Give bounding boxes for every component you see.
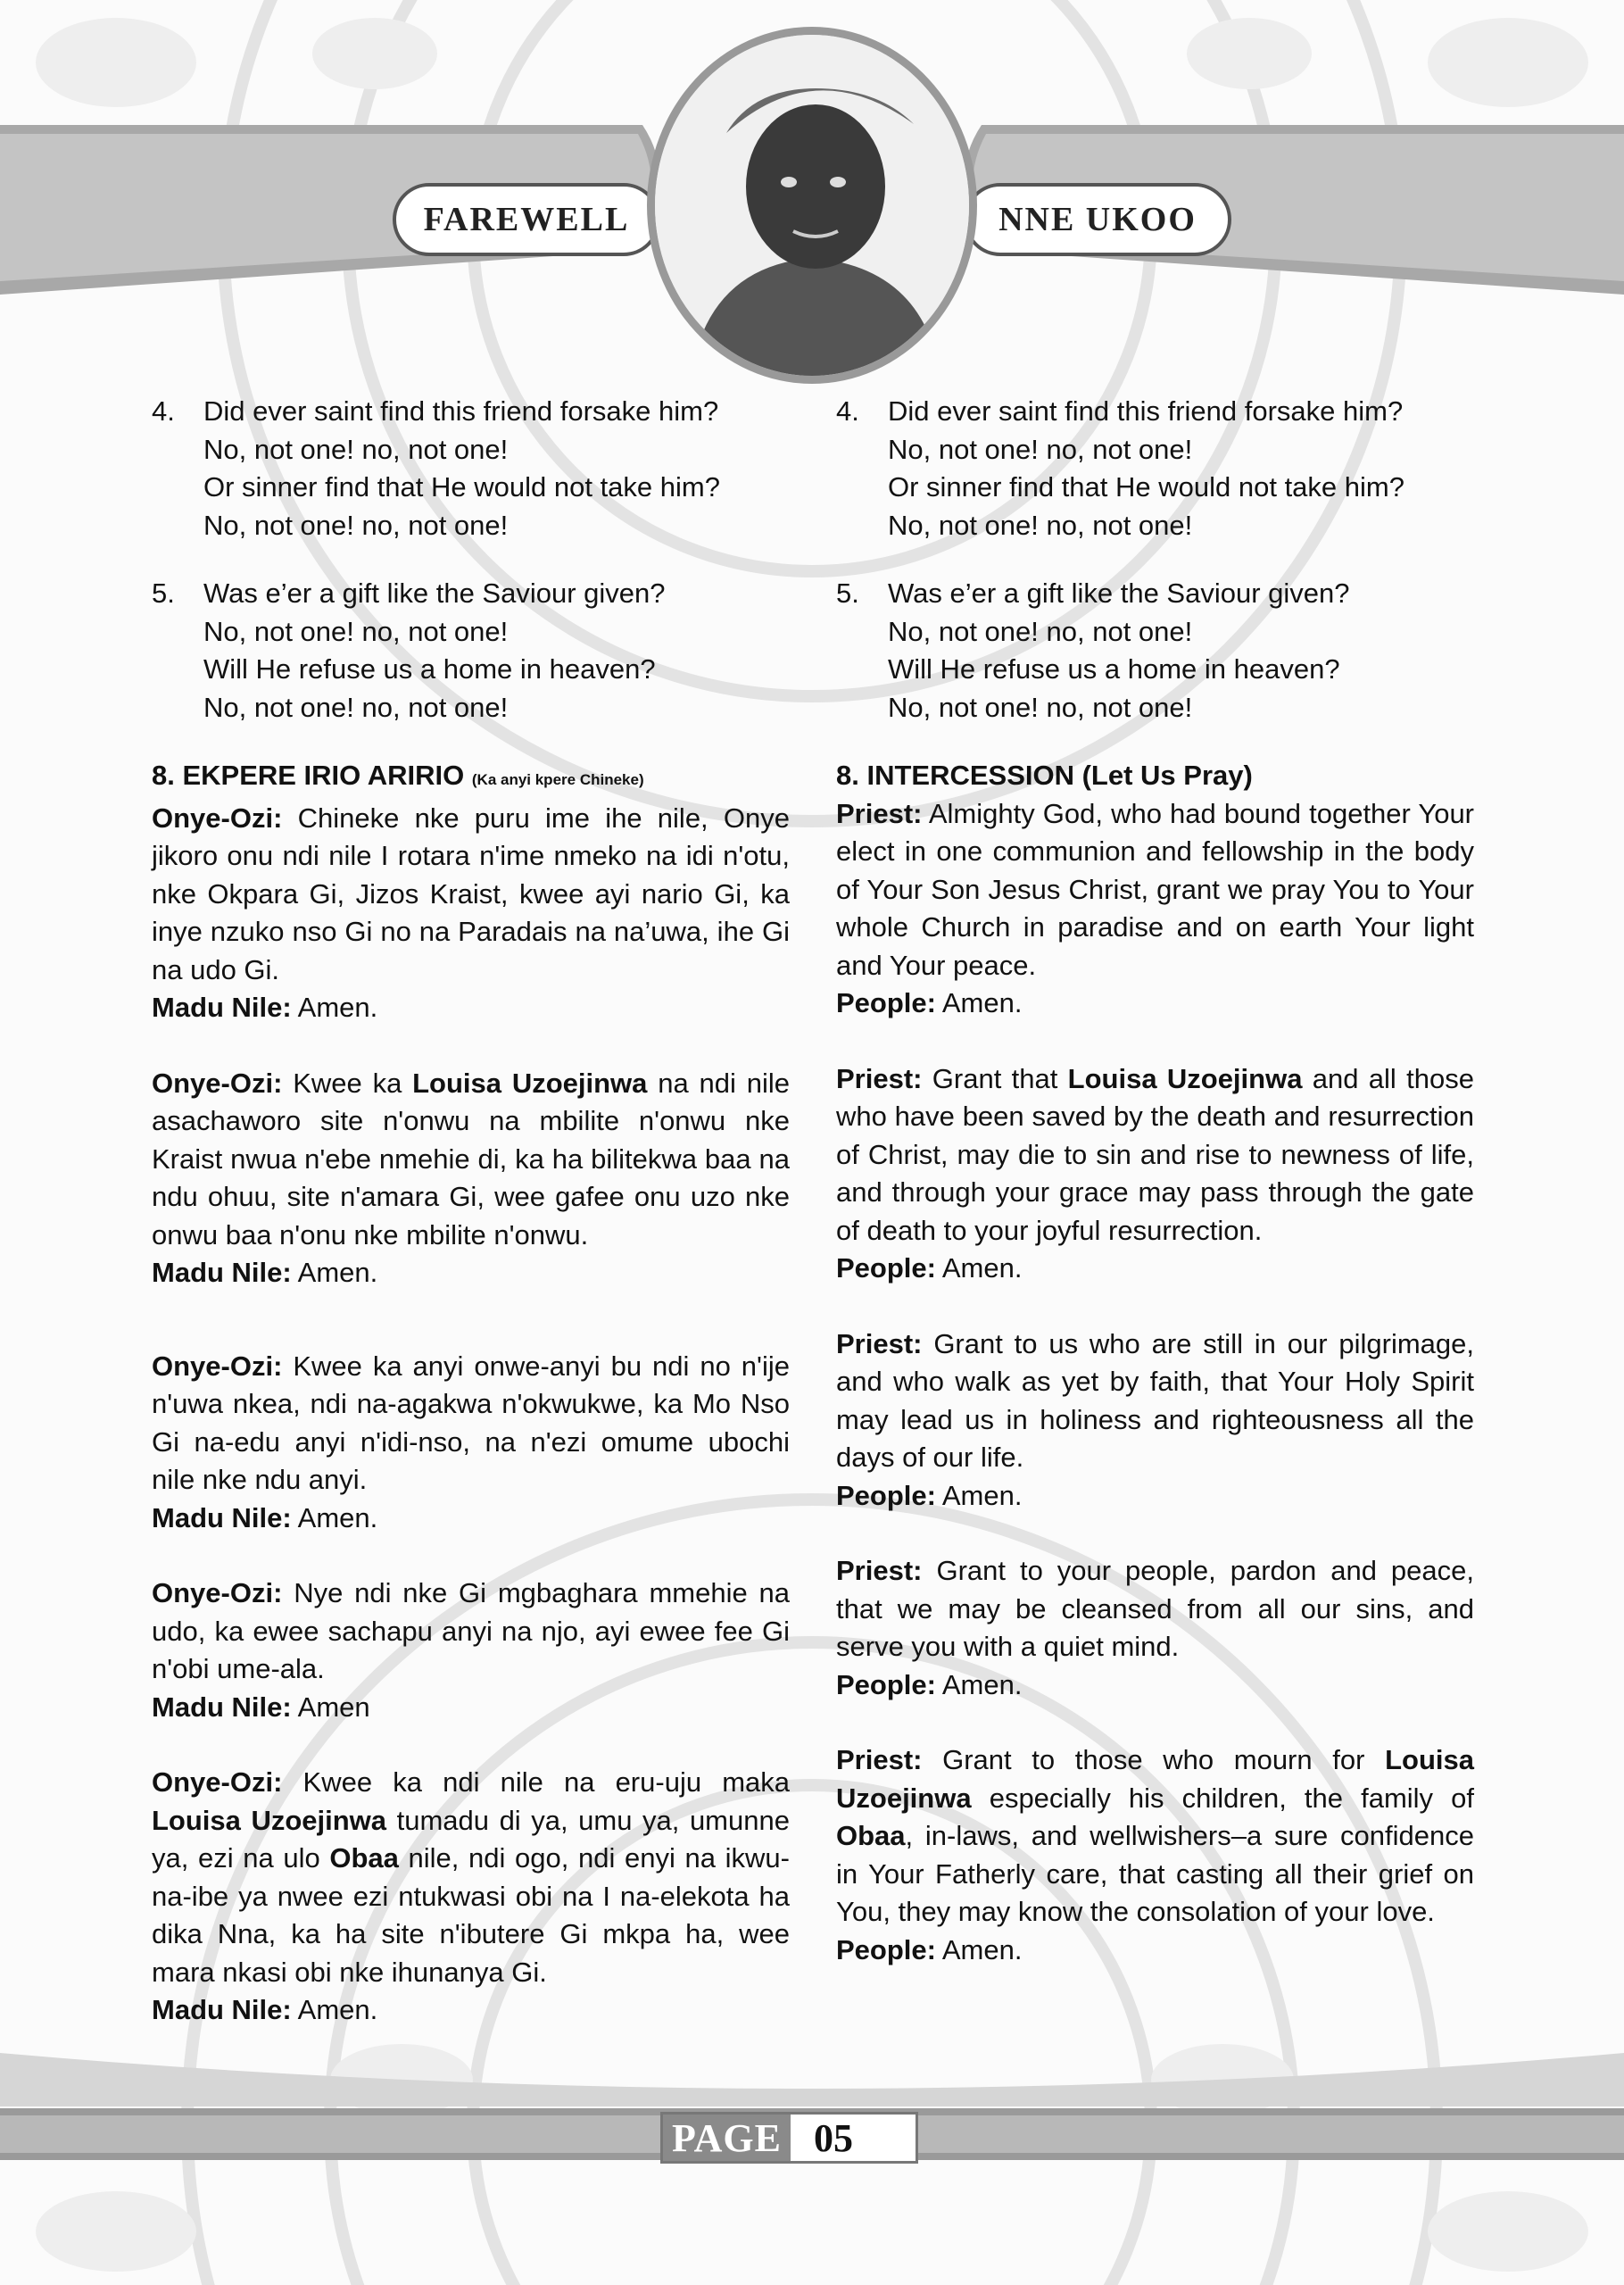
response-text: Amen. <box>941 1668 1023 1700</box>
hymn-verse <box>836 393 1474 544</box>
verse-number: 5. <box>836 577 859 609</box>
deceased-name: Louisa Uzoejinwa <box>836 1744 1474 1814</box>
family-name: Obaa <box>329 1842 399 1874</box>
section-title <box>152 757 790 800</box>
verse-line: Did ever saint find this friend forsake him? <box>888 395 1404 427</box>
header-left-label: FAREWELL <box>393 183 660 256</box>
responder-label: People: <box>836 1252 936 1284</box>
family-name: Obaa <box>836 1820 906 1851</box>
prayer-text: and all those who have been saved by the death and resurrection of Christ, may die to sin and rise to newness of life, and through your grace may pass through the gate of death to your joyful resurrection. <box>836 1062 1474 1246</box>
prayer-paragraph <box>152 1348 790 1500</box>
verse-line: No, not one! no, not one! <box>203 615 509 647</box>
response-line <box>152 1689 790 1727</box>
left-column <box>152 393 790 2030</box>
prayer-text: na ndi nile asachaworo site n'onwu na mbilite n'onwu nke Kraist nwua n'ebe nmehie di, ka ha bilitekwa baa na ndu ohuu, site n'amara Gi, wee gafee onu uzo nke onwu baa n'onu nke mbilite n'onwu. <box>152 1067 790 1251</box>
page-indicator <box>660 2112 918 2164</box>
response-text: Amen. <box>297 992 378 1023</box>
response-text: Amen. <box>297 1501 378 1533</box>
speaker-label: Priest: <box>836 797 923 829</box>
verse-line: Will He refuse us a home in heaven? <box>203 653 656 685</box>
verse-line: No, not one! no, not one! <box>203 509 509 541</box>
response-text: Amen. <box>297 1257 378 1288</box>
verse-line: No, not one! no, not one! <box>888 691 1193 723</box>
hymn-verse <box>836 575 1474 727</box>
prayer-paragraph <box>836 1552 1474 1666</box>
verse-line: No, not one! no, not one! <box>203 691 509 723</box>
header-right-label: NNE UKOO <box>964 183 1231 256</box>
prayer-paragraph <box>836 1325 1474 1477</box>
prayer-paragraph <box>152 1764 790 1991</box>
response-line <box>836 1477 1474 1516</box>
verse-line: Or sinner find that He would not take him? <box>203 471 720 503</box>
response-text: Amen <box>297 1691 370 1723</box>
speaker-label: Priest: <box>836 1327 923 1359</box>
verse-line: Did ever saint find this friend forsake him? <box>203 395 719 427</box>
page-number: 05 <box>813 2115 853 2160</box>
responder-label: Madu Nile: <box>152 1691 292 1723</box>
prayer-paragraph <box>152 1065 790 1255</box>
page-label: PAGE <box>663 2115 791 2161</box>
verse-line: No, not one! no, not one! <box>888 433 1193 465</box>
verse-line: No, not one! no, not one! <box>203 433 509 465</box>
portrait-photo <box>647 27 977 384</box>
verse-line: Was e’er a gift like the Saviour given? <box>203 577 666 609</box>
prayer-text: Grant to those who mourn for <box>942 1744 1365 1775</box>
prayer-text: Grant to us who are still in our pilgrimage, and who walk as yet by faith, that Your Holy Spirit may lead us in holiness and righteousness all the days of our life. <box>836 1327 1474 1473</box>
responder-label: Madu Nile: <box>152 1257 292 1288</box>
verse-number: 4. <box>152 395 175 427</box>
response-text: Amen. <box>297 1994 378 2025</box>
prayer-text: Nye ndi nke Gi mgbaghara mmehie na udo, ka ewee sachapu anyi na njo, ayi ewee fee Gi n'obi ume-ala. <box>152 1577 790 1684</box>
prayer-text: tumadu di ya, umu ya, umunne ya, ezi na ulo <box>152 1804 790 1874</box>
response-line <box>836 1250 1474 1288</box>
verse-line: Was e’er a gift like the Saviour given? <box>888 577 1350 609</box>
hymn-verse <box>152 575 790 727</box>
responder-label: People: <box>836 987 936 1018</box>
prayer-paragraph <box>152 800 790 990</box>
response-line <box>152 1254 790 1292</box>
responder-label: People: <box>836 1479 936 1511</box>
speaker-label: Onye-Ozi: <box>152 1577 283 1608</box>
prayer-text: Chineke nke puru ime ihe nile, Onye jikoro onu ndi nile I rotara n'ime nmeko na idi n'otu, nke Okpara Gi, Jizos Kraist, kwee ayi nario Gi, ka inye nzuko nso Gi no na Paradais na na’uwa, ihe Gi na udo Gi. <box>152 802 790 985</box>
response-line <box>836 1666 1474 1705</box>
prayer-text: nile, ndi ogo, ndi enyi na ikwu-na-ibe ya nwee ezi ntukwasi obi na I na-elekota ha dika Nna, ka ha site n'ibutere Gi mkpa ha, wee mara nkasi obi nke ihunanya Gi. <box>152 1842 790 1988</box>
hymn-verse <box>152 393 790 544</box>
response-text: Amen. <box>941 987 1023 1018</box>
prayer-text: Kwee ka ndi nile na eru-uju maka <box>302 1766 790 1798</box>
prayer-paragraph <box>836 1060 1474 1251</box>
verse-number: 5. <box>152 577 175 609</box>
section-title: 8. INTERCESSION (Let Us Pray) <box>836 760 1253 791</box>
response-text: Amen. <box>941 1933 1023 1965</box>
speaker-label: Priest: <box>836 1555 923 1586</box>
verse-number: 4. <box>836 395 859 427</box>
prayer-text: Kwee ka anyi onwe-anyi bu ndi no n'ije n'uwa nkea, ndi na-agakwa n'okwukwe, ka Mo Nso Gi na-edu anyi n'idi-nso, na n'ezi omume ubochi nile nke ndu anyi. <box>152 1350 790 1495</box>
response-text: Amen. <box>941 1252 1023 1284</box>
response-line <box>836 1932 1474 1970</box>
deceased-name: Louisa Uzoejinwa <box>152 1804 387 1836</box>
prayer-text: Grant that <box>932 1062 1058 1094</box>
speaker-label: Onye-Ozi: <box>152 802 283 834</box>
response-line <box>152 1500 790 1538</box>
section-subtitle: (Ka anyi kpere Chineke) <box>471 771 644 788</box>
speaker-label: Onye-Ozi: <box>152 1067 283 1099</box>
prayer-paragraph <box>836 795 1474 985</box>
verse-line: No, not one! no, not one! <box>888 509 1193 541</box>
responder-label: People: <box>836 1668 936 1700</box>
response-line <box>836 985 1474 1023</box>
deceased-name: Louisa Uzoejinwa <box>412 1067 648 1099</box>
deceased-name: Louisa Uzoejinwa <box>1067 1062 1303 1094</box>
speaker-label: Onye-Ozi: <box>152 1766 283 1798</box>
responder-label: Madu Nile: <box>152 1994 292 2025</box>
response-text: Amen. <box>941 1479 1023 1511</box>
section-title-text: 8. EKPERE IRIO ARIRIO <box>152 760 465 791</box>
responder-label: People: <box>836 1933 936 1965</box>
prayer-paragraph <box>152 1575 790 1689</box>
prayer-paragraph <box>836 1741 1474 1932</box>
response-line <box>152 1991 790 2030</box>
prayer-text: Grant to your people, pardon and peace, that we may be cleansed from all our sins, and serve you with a quiet mind. <box>836 1555 1474 1662</box>
verse-line: Or sinner find that He would not take him? <box>888 471 1404 503</box>
verse-line: No, not one! no, not one! <box>888 615 1193 647</box>
speaker-label: Onye-Ozi: <box>152 1350 283 1382</box>
response-line <box>152 989 790 1027</box>
responder-label: Madu Nile: <box>152 1501 292 1533</box>
speaker-label: Priest: <box>836 1744 923 1775</box>
speaker-label: Priest: <box>836 1062 923 1094</box>
right-column <box>836 393 1474 1969</box>
prayer-text: Kwee ka <box>293 1067 402 1099</box>
responder-label: Madu Nile: <box>152 992 292 1023</box>
verse-line: Will He refuse us a home in heaven? <box>888 653 1340 685</box>
prayer-text: Almighty God, who had bound together Your elect in one communion and fellowship in the body of Your Son Jesus Christ, grant we pray You to Your whole Church in paradise and on earth Your light and Your peace. <box>836 797 1475 981</box>
prayer-text: especially his children, the family of <box>989 1782 1475 1814</box>
prayer-text: , in-laws, and wellwishers–a sure confidence in Your Fatherly care, that casting all their grief on You, they may know the consolation of your love. <box>836 1820 1474 1927</box>
